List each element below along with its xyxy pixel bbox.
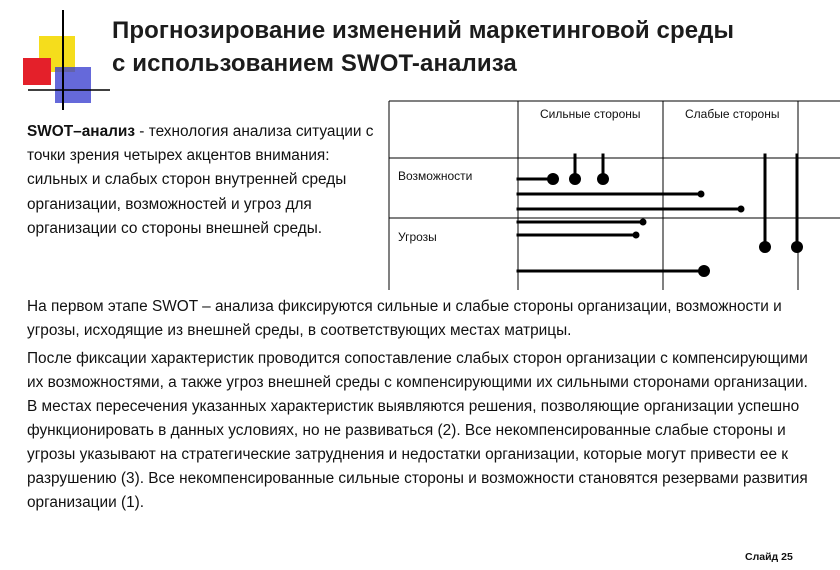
swot-matrix [385,100,840,290]
node-strength-opportunity-2 [569,173,581,185]
paragraph-first-stage: На первом этапе SWOT – анализа фиксируются сильные и слабые стороны организации, возможности и угрозы, исходящие из внешней среды, в соответствующих местах матрицы. [27,298,782,339]
paragraph-comparison: После фиксации характеристик проводится сопоставление слабых сторон организации с компенсирующими их возможностями, а также угроз внешней среды с компенсирующими их сильными сторонами организации. В местах пересечения указанных характеристик выявляются решения, позволяющие организации успешно функционировать в данных условиях, но не развиваться (2). Все некомпенсированные слабые стороны и угрозы указывают на стратегические затруднения и недостатки организации, которые могут привести ее к разрушению (3). Все некомпенсированные сильные стороны и возможности становятся резервами развития организации (1). [27,350,808,511]
swot-matrix-lines [385,100,840,290]
column-header-weaknesses: Слабые стороны [685,107,780,121]
node-weakness-threat-2 [791,241,803,253]
node-threat-row [698,265,710,277]
title-line-1: Прогнозирование изменений маркетинговой среды [112,17,735,44]
row-header-opportunities: Возможности [398,169,473,183]
row-header-threats: Угрозы [398,230,437,244]
title-line-2: с использованием SWOT-анализа [112,50,517,77]
decorative-logo [0,0,110,110]
node-strength-opportunity-3 [597,173,609,185]
node-strength-opportunity-1 [547,173,559,185]
swot-definition-text: - технология анализа ситуации с точки зрения четырех акцентов внимания: сильных и слабых сторон внутренней среды организации, возможностей и угроз для организации со стороны внешней среды. [27,123,374,237]
column-header-strengths: Сильные стороны [540,107,641,121]
node-strength-threat-2 [633,232,640,239]
slide-number: Слайд 25 [745,551,793,563]
logo-red-square [23,58,51,85]
swot-definition [27,120,392,241]
node-weakness-opportunity-2 [738,206,745,213]
node-weakness-opportunity [698,191,705,198]
logo-blue-square [55,67,91,103]
swot-term: SWOT–анализ [27,123,136,140]
page-title [112,14,837,80]
node-strength-threat-1 [640,219,647,226]
node-weakness-threat-1 [759,241,771,253]
